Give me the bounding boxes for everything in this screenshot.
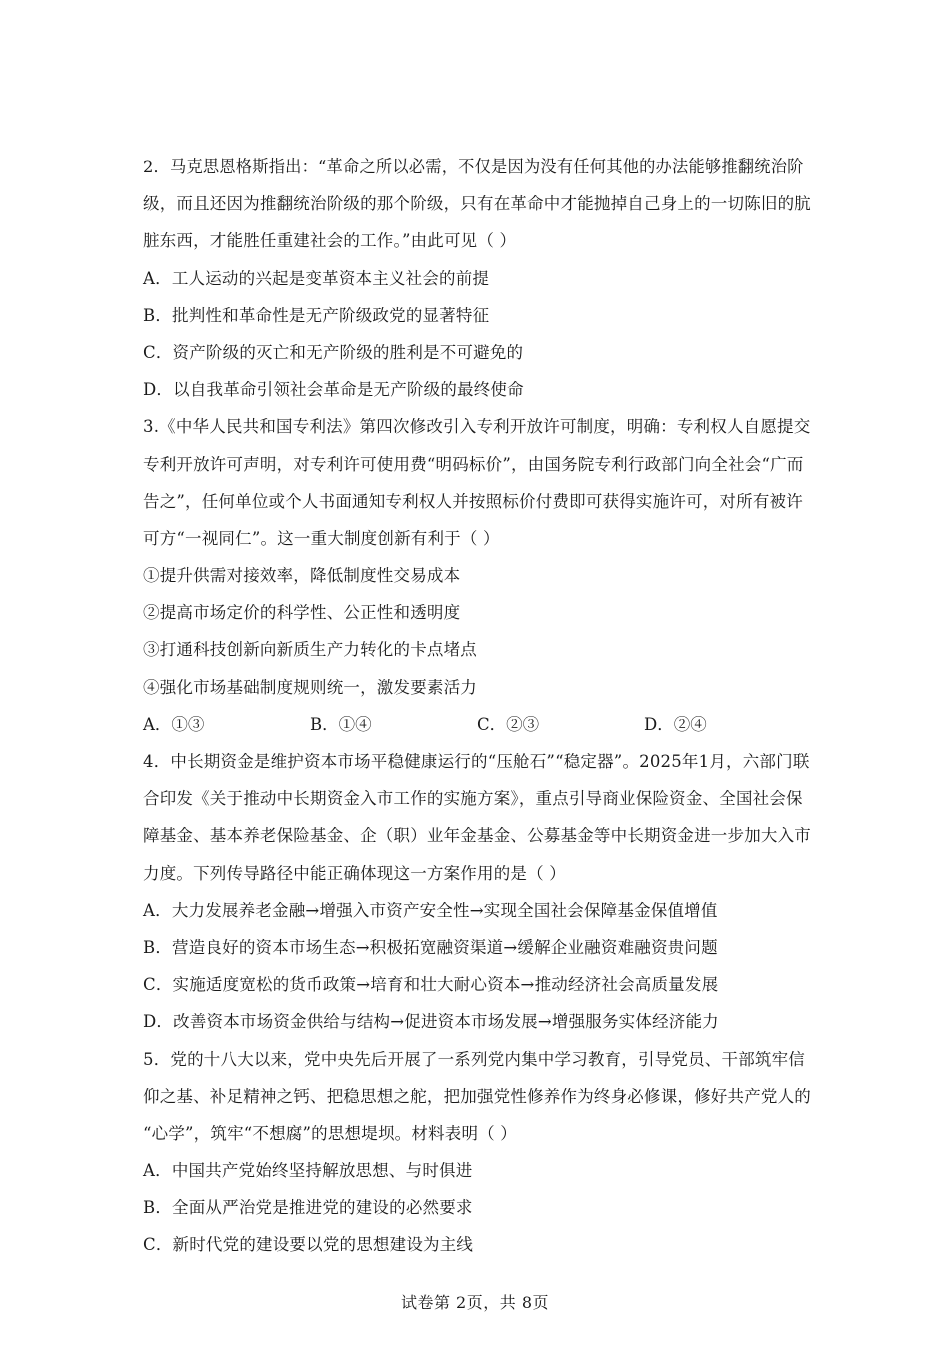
question-3-choice-d: D．②④: [644, 714, 707, 734]
question-3-choices: [143, 706, 811, 743]
question-4-option-b: B．营造良好的资本市场生态→积极拓宽融资渠道→缓解企业融资难融资贵问题: [143, 937, 718, 957]
question-2-stem-line: 级，而且还因为推翻统治阶级的那个阶级，只有在革命中才能抛掉自己身上的一切陈旧的肮: [143, 194, 811, 214]
question-5: [143, 1041, 811, 1264]
question-3-stem-line: 告之”，任何单位或个人书面通知专利权人并按照标价付费即可获得实施许可，对所有被许: [143, 491, 803, 511]
question-2-option-b: B．批判性和革命性是无产阶级政党的显著特征: [143, 305, 490, 325]
question-5-stem-line: 仰之基、补足精神之钙、把稳思想之舵，把加强党性修养作为终身必修课，修好共产党人的: [143, 1086, 811, 1106]
question-3-statement-1: ①提升供需对接效率，降低制度性交易成本: [143, 566, 461, 586]
question-4-stem-line: 4．中长期资金是维护资本市场平稳健康运行的“压舱石”“稳定器”。2025年1月，六部门联: [143, 752, 810, 771]
question-4-option-a: A．大力发展养老金融→增强入市资产安全性→实现全国社会保障基金保值增值: [143, 900, 718, 920]
question-3-choice-c: C．②③: [477, 714, 540, 734]
question-3-stem-line: 专利开放许可声明，对专利许可使用费“明码标价”，由国务院专利行政部门向全社会“广而: [143, 454, 804, 474]
question-4-option-c: C．实施适度宽松的货币政策→培育和壮大耐心资本→推动经济社会高质量发展: [143, 975, 719, 995]
question-3-stem-line: 3.《中华人民共和国专利法》第四次修改引入专利开放许可制度，明确：专利权人自愿提交: [143, 417, 811, 437]
question-4-option-d: D．改善资本市场资金供给与结构→促进资本市场发展→增强服务实体经济能力: [143, 1012, 719, 1032]
question-4-stem-line: 合印发《关于推动中长期资金入市工作的实施方案》，重点引导商业保险资金、全国社会保: [143, 789, 803, 809]
question-2-stem-line: 2．马克思恩格斯指出：“革命之所以必需，不仅是因为没有任何其他的办法能够推翻统治阶: [143, 157, 804, 176]
question-3: [143, 408, 811, 743]
question-4-stem-line: 障基金、基本养老保险基金、企（职）业年金基金、公募基金等中长期资金进一步加大入市: [143, 826, 811, 846]
question-2: [143, 148, 811, 408]
page-footer: 试卷第 2页，共 8页: [400, 1293, 550, 1312]
exam-page-body: [143, 148, 811, 1264]
question-2-option-c: C．资产阶级的灭亡和无产阶级的胜利是不可避免的: [143, 342, 524, 362]
question-5-stem-line: “心学”，筑牢“不想腐”的思想堤坝。材料表明（ ）: [143, 1123, 517, 1143]
question-5-stem-line: 5．党的十八大以来，党中央先后开展了一系列党内集中学习教育，引导党员、干部筑牢信: [143, 1049, 805, 1069]
question-3-stem-line: 可方“一视同仁”。这一重大制度创新有利于（ ）: [143, 528, 500, 548]
question-3-choice-b: B．①④: [310, 714, 372, 734]
question-4-stem-line: 力度。下列传导路径中能正确体现这一方案作用的是（ ）: [143, 863, 566, 883]
question-2-stem-line: 脏东西，才能胜任重建社会的工作。”由此可见（ ）: [143, 231, 517, 251]
question-2-option-d: D．以自我革命引领社会革命是无产阶级的最终使命: [143, 380, 524, 400]
question-3-statement-2: ②提高市场定价的科学性、公正性和透明度: [143, 603, 461, 623]
question-4: [143, 743, 811, 1041]
question-3-choice-a: A．①③: [143, 714, 205, 734]
question-5-option-c: C．新时代党的建设要以党的思想建设为主线: [143, 1235, 474, 1255]
question-2-option-a: A．工人运动的兴起是变革资本主义社会的前提: [143, 268, 490, 288]
question-5-option-a: A．中国共产党始终坚持解放思想、与时俱进: [143, 1161, 473, 1181]
question-3-statement-3: ③打通科技创新向新质生产力转化的卡点堵点: [143, 640, 477, 660]
question-5-option-b: B．全面从严治党是推进党的建设的必然要求: [143, 1198, 473, 1218]
question-3-statement-4: ④强化市场基础制度规则统一，激发要素活力: [143, 677, 477, 697]
